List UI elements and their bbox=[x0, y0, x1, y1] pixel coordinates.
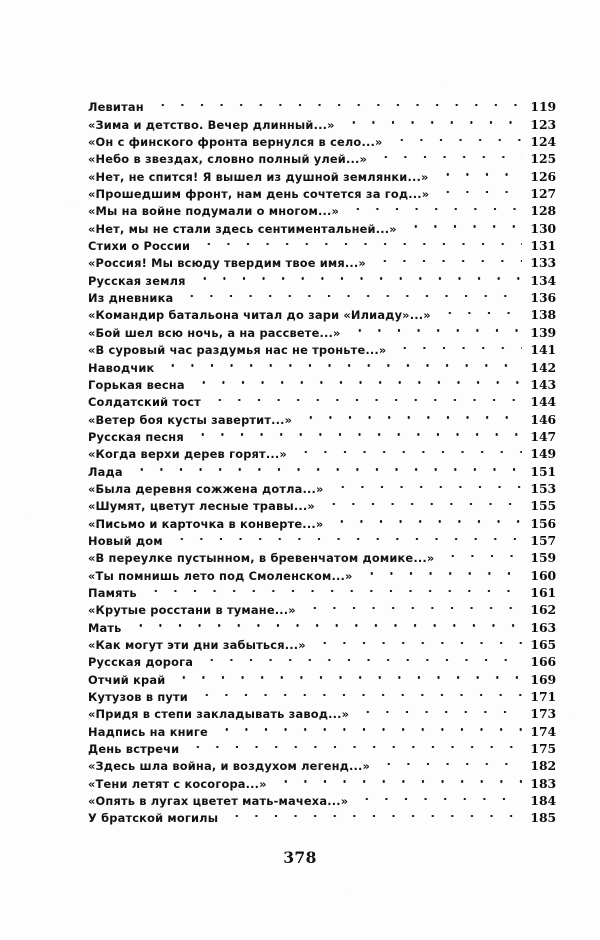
toc-entry-page-number: 124 bbox=[530, 134, 556, 150]
toc-entry-page-number: 183 bbox=[530, 775, 556, 791]
toc-entry-page-number: 153 bbox=[530, 480, 556, 496]
toc-entry-page-number: 175 bbox=[530, 741, 556, 757]
toc-entry-page-number: 142 bbox=[530, 359, 556, 375]
toc-entry-page-number: 184 bbox=[530, 793, 556, 809]
toc-entry-page-number: 174 bbox=[530, 723, 556, 739]
toc-entry-title: Новый дом bbox=[88, 533, 163, 548]
toc-dot-leader bbox=[441, 545, 522, 562]
page-folio-number: 378 bbox=[283, 848, 317, 867]
toc-entry-page-number: 182 bbox=[530, 758, 556, 774]
toc-entry-page-number: 155 bbox=[530, 498, 556, 514]
toc-entry-title: «Он с финского фронта вернулся в село...» bbox=[88, 134, 383, 149]
toc-dot-leader bbox=[404, 215, 522, 232]
table-of-contents-list bbox=[88, 94, 556, 826]
toc-entry-title: «В суровый час раздумья нас не троньте...» bbox=[88, 342, 387, 358]
toc-dot-leader bbox=[330, 510, 522, 527]
toc-entry-title: Лада bbox=[88, 463, 123, 479]
toc-entry-title: Память bbox=[88, 585, 137, 600]
toc-dot-leader bbox=[151, 94, 522, 111]
toc-entry[interactable] bbox=[88, 632, 556, 652]
toc-entry-title: У братской могилы bbox=[88, 810, 219, 826]
toc-entry-title: «Нет, мы не стали здесь сентиментальней...» bbox=[88, 221, 397, 236]
toc-dot-leader bbox=[195, 684, 522, 701]
toc-dot-leader bbox=[180, 285, 522, 302]
toc-entry-title: «Прошедшим фронт, нам день сочтется за год...» bbox=[88, 186, 430, 201]
toc-entry-title: «Шумят, цветут лесные травы...» bbox=[88, 498, 315, 514]
toc-entry-title: «Была деревня сожжена дотла...» bbox=[88, 481, 324, 496]
toc-entry-page-number: 130 bbox=[530, 220, 556, 236]
toc-dot-leader bbox=[436, 163, 522, 180]
toc-entry-page-number: 163 bbox=[530, 619, 556, 635]
toc-dot-leader bbox=[193, 267, 522, 284]
toc-entry-page-number: 162 bbox=[530, 602, 556, 618]
toc-entry-title: «Крутые росстани в тумане...» bbox=[88, 602, 296, 618]
toc-entry-page-number: 151 bbox=[530, 463, 556, 479]
toc-entry-title: «Мы на войне подумали о многом...» bbox=[88, 203, 340, 219]
toc-dot-leader bbox=[436, 181, 522, 198]
toc-dot-leader bbox=[161, 354, 522, 371]
toc-entry-page-number: 149 bbox=[530, 446, 556, 462]
toc-entry-title: Русская земля bbox=[88, 273, 186, 288]
toc-dot-leader bbox=[170, 528, 522, 545]
toc-dot-leader bbox=[192, 372, 522, 389]
toc-entry-title: Мать bbox=[88, 620, 122, 635]
toc-entry-page-number: 125 bbox=[530, 151, 556, 167]
toc-entry-title: Стихи о России bbox=[88, 238, 191, 253]
toc-entry[interactable] bbox=[88, 614, 556, 635]
toc-entry-title: Русская песня bbox=[88, 429, 184, 444]
toc-dot-leader bbox=[438, 302, 522, 319]
toc-dot-leader bbox=[393, 337, 522, 354]
toc-entry-page-number: 146 bbox=[530, 411, 556, 427]
toc-dot-leader bbox=[331, 476, 522, 493]
toc-entry-title: «Когда верхи дерев горят...» bbox=[88, 446, 287, 462]
toc-dot-leader bbox=[373, 250, 522, 267]
toc-entry-title: «Как могут эти дни забыться...» bbox=[88, 637, 306, 652]
toc-entry-title: Горькая весна bbox=[88, 377, 185, 392]
toc-dot-leader bbox=[356, 701, 522, 718]
toc-entry[interactable] bbox=[88, 111, 556, 132]
toc-dot-leader bbox=[294, 441, 522, 458]
toc-entry-page-number: 134 bbox=[530, 272, 556, 288]
toc-entry-title: «Россия! Мы всюду твердим твое имя...» bbox=[88, 255, 366, 271]
toc-entry-page-number: 160 bbox=[530, 567, 556, 583]
toc-entry-title: «Зима и детство. Вечер длинный...» bbox=[88, 117, 335, 132]
toc-entry-title: «Ты помнишь лето под Смоленском...» bbox=[88, 567, 353, 583]
toc-entry-page-number: 128 bbox=[530, 203, 556, 219]
toc-dot-leader bbox=[191, 424, 522, 441]
toc-dot-leader bbox=[374, 146, 522, 163]
toc-entry-page-number: 169 bbox=[530, 671, 556, 687]
toc-dot-leader bbox=[144, 580, 522, 597]
toc-entry-page-number: 165 bbox=[530, 637, 556, 652]
toc-entry-title: «Командир батальона читал до зари «Илиаду»...» bbox=[88, 307, 431, 323]
toc-entry-title: Надпись на книге bbox=[88, 724, 208, 739]
toc-dot-leader bbox=[346, 198, 522, 215]
toc-dot-leader bbox=[130, 458, 522, 475]
toc-entry-page-number: 157 bbox=[530, 532, 556, 548]
toc-entry-page-number: 136 bbox=[530, 290, 556, 306]
toc-dot-leader bbox=[274, 770, 522, 787]
toc-entry-title: «Придя в степи закладывать завод...» bbox=[88, 706, 350, 722]
toc-entry-title: «Письмо и карточка в конверте...» bbox=[88, 515, 324, 531]
toc-entry-page-number: 123 bbox=[530, 116, 556, 132]
toc-entry-page-number: 144 bbox=[530, 394, 556, 410]
toc-dot-leader bbox=[186, 736, 522, 753]
toc-entry-page-number: 159 bbox=[530, 550, 556, 566]
toc-entry-page-number: 127 bbox=[530, 186, 556, 202]
toc-entry-page-number: 161 bbox=[530, 584, 556, 600]
toc-dot-leader bbox=[342, 111, 522, 128]
toc-entry-title: «Небо в звездах, словно полный улей...» bbox=[88, 151, 368, 167]
toc-entry-page-number: 133 bbox=[530, 255, 556, 271]
toc-dot-leader bbox=[322, 493, 522, 510]
toc-entry-page-number: 141 bbox=[530, 342, 556, 358]
toc-entry-title: «Нет, не спится! Я вышел из душной землянки...» bbox=[88, 169, 429, 184]
toc-dot-leader bbox=[299, 406, 522, 423]
toc-entry-title: «Опять в лугах цветет мать-мачеха...» bbox=[88, 793, 349, 808]
toc-dot-leader bbox=[200, 649, 522, 666]
toc-entry[interactable] bbox=[88, 476, 556, 496]
toc-entry-title: «Ветер боя кусты завертит...» bbox=[88, 411, 293, 427]
toc-entry-title: «Здесь шла война, и воздухом легенд...» bbox=[88, 758, 371, 774]
toc-dot-leader bbox=[390, 129, 523, 146]
toc-entry-page-number: 171 bbox=[530, 689, 556, 705]
toc-entry-title: Из дневника bbox=[88, 290, 174, 306]
toc-dot-leader bbox=[208, 389, 522, 406]
toc-entry-title: Левитан bbox=[88, 99, 144, 115]
toc-entry-title: Солдатский тост bbox=[88, 394, 201, 410]
toc-dot-leader bbox=[129, 614, 522, 631]
toc-dot-leader bbox=[348, 319, 522, 336]
toc-dot-leader bbox=[225, 805, 522, 822]
toc-entry-page-number: 119 bbox=[530, 99, 556, 115]
toc-entry-page-number: 166 bbox=[530, 654, 556, 670]
toc-entry-title: Русская дорога bbox=[88, 654, 194, 670]
toc-entry-page-number: 173 bbox=[530, 706, 556, 722]
toc-entry-title: Наводчик bbox=[88, 359, 155, 375]
toc-dot-leader bbox=[303, 597, 522, 614]
toc-dot-leader bbox=[360, 562, 522, 579]
toc-entry[interactable] bbox=[88, 580, 556, 600]
toc-entry-title: Кутузов в пути bbox=[88, 689, 188, 704]
toc-entry-page-number: 143 bbox=[530, 376, 556, 392]
toc-entry[interactable] bbox=[88, 597, 556, 618]
toc-entry-title: «Тени летят с косогора...» bbox=[88, 776, 267, 791]
toc-entry[interactable] bbox=[88, 458, 556, 479]
toc-dot-leader bbox=[355, 788, 522, 805]
toc-entry-title: День встречи bbox=[88, 741, 180, 756]
toc-entry-title: «В переулке пустынном, в бревенчатом домике...» bbox=[88, 550, 435, 566]
toc-entry-title: «Бой шел всю ночь, а на рассвете...» bbox=[88, 325, 341, 340]
toc-dot-leader bbox=[313, 632, 522, 649]
toc-entry[interactable] bbox=[88, 94, 556, 115]
toc-entry-page-number: 156 bbox=[530, 515, 556, 531]
toc-entry-page-number: 126 bbox=[530, 168, 556, 184]
toc-entry-page-number: 138 bbox=[530, 307, 556, 323]
toc-entry-title: Отчий край bbox=[88, 672, 166, 687]
toc-entry-page-number: 185 bbox=[530, 810, 556, 826]
toc-entry-page-number: 139 bbox=[530, 324, 556, 340]
toc-dot-leader bbox=[377, 753, 522, 770]
toc-entry-page-number: 147 bbox=[530, 428, 556, 444]
toc-dot-leader bbox=[215, 718, 522, 735]
toc-entry-page-number: 131 bbox=[530, 238, 556, 254]
toc-dot-leader bbox=[172, 666, 522, 683]
toc-dot-leader bbox=[197, 233, 522, 250]
